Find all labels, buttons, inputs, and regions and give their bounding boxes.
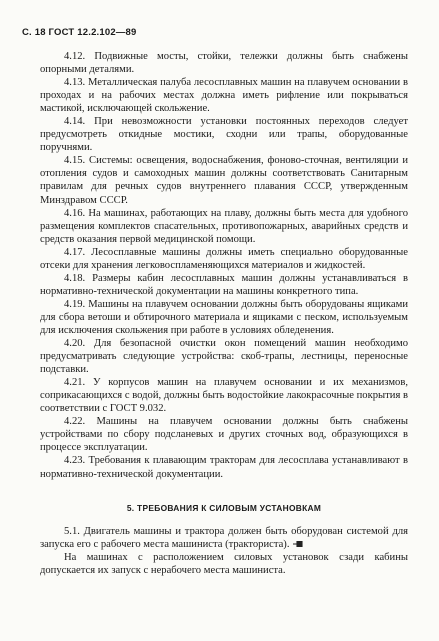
paragraph-4-21: 4.21. У корпусов машин на плавучем основании и их механизмов, соприкасающихся с водой, должны быть водостойкие лакокрасочные покрытия в соответствии с ГОСТ 9.032.	[40, 377, 408, 415]
paragraph-5-1	[40, 525, 408, 551]
margin-mark-icon	[293, 541, 303, 547]
section-5-title: 5. ТРЕБОВАНИЯ К СИЛОВЫМ УСТАНОВКАМ	[126, 502, 322, 513]
paragraph-4-12: 4.12. Подвижные мосты, стойки, тележки должны быть снабжены опорными деталями.	[40, 51, 408, 76]
page-header: С. 18 ГОСТ 12.2.102—89	[22, 27, 137, 38]
paragraph-5-1-note: На машинах с расположением силовых установок сзади кабины допускается их запуск с нерабочего места машиниста.	[40, 551, 408, 576]
paragraph-4-17: 4.17. Лесосплавные машины должны иметь специально оборудованные отсеки для хранения легковоспламеняющихся материалов и жидкостей.	[40, 246, 408, 271]
paragraph-5-1-text: 5.1. Двигатель машины и трактора должен быть оборудован системой для запуска его с рабочего места машиниста (тракториста).	[40, 525, 408, 550]
document-body	[40, 50, 408, 577]
paragraph-4-20: 4.20. Для безопасной очистки окон помещений машин необходимо предусматривать следующие устройства: скоб-трапы, лестницы, переносные подставки.	[40, 338, 408, 376]
paragraph-4-15: 4.15. Системы: освещения, водоснабжения, фоново-сточная, вентиляции и отопления судов и самоходных машин должны соответствовать Санитарным правилам для речных судов внутреннего плавания СССР, утвержденным Минздравом СССР.	[40, 155, 408, 206]
paragraph-4-16: 4.16. На машинах, работающих на плаву, должны быть места для удобного размещения комплектов спасательных, противопожарных, аварийных средств и средств оказания первой медицинской помощи.	[40, 207, 408, 245]
paragraph-4-22: 4.22. Машины на плавучем основании должны быть снабжены устройствами по сбору подсланевых и других сточных вод, образующихся в процессе эксплуатации.	[40, 416, 408, 454]
paragraph-4-23: 4.23. Требования к плавающим тракторам для лесосплава устанавливают в нормативно-технической документации.	[40, 455, 408, 480]
paragraph-4-13: 4.13. Металлическая палуба лесосплавных машин на плавучем основании в проходах и на рабочих местах должна иметь рифление или покрываться мастикой, исключающей скольжение.	[40, 77, 408, 115]
paragraph-4-19: 4.19. Машины на плавучем основании должны быть оборудованы ящиками для сбора ветоши и обтирочного материала и ящиками с песком, используемым для исключения скольжения при работе в условиях обледенения.	[40, 298, 408, 336]
paragraph-4-14: 4.14. При невозможности установки постоянных переходов следует предусмотреть откидные мостики, сходни или трапы, оборудованные поручнями.	[40, 116, 408, 154]
paragraph-4-18: 4.18. Размеры кабин лесосплавных машин должны устанавливаться в нормативно-технической документации на машины конкретного типа.	[40, 272, 408, 297]
